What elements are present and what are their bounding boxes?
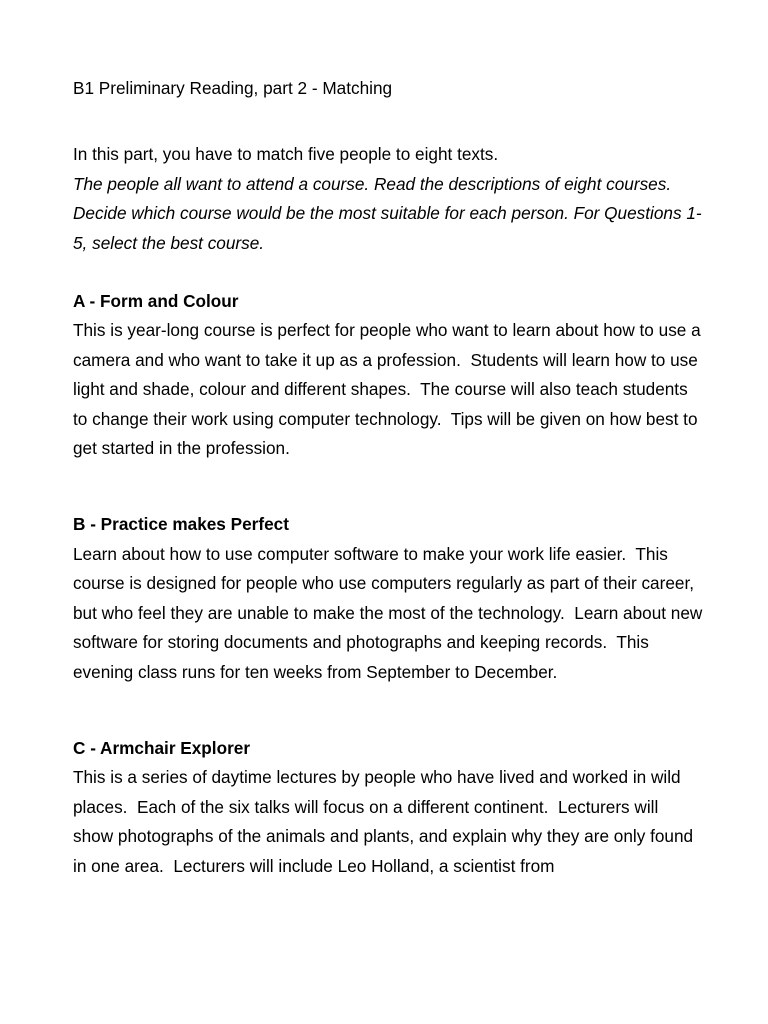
instructions-text: The people all want to attend a course. Read the descriptions of eight courses. Decide which course would be the most suitable for each person. For Questions 1-5, select the best course. — [73, 173, 702, 253]
course-heading-c: C - Armchair Explorer — [73, 737, 251, 758]
course-body-b: Learn about how to use computer software to make your work life easier. This course is designed for people who use computers regularly as part of their career, but who feel they are unable to make the most of the technology. Learn about new software for storing documents and photographs and keeping records. This evening class runs for ten weeks from September to December. — [73, 543, 708, 682]
course-body-c: This is a series of daytime lectures by people who have lived and worked in wild places. Each of the six talks will focus on a different continent. Lecturers will show photographs of the animals and plants, and explain why they are only found in one area. Lecturers will include Leo Holland, a scientist from — [73, 767, 698, 876]
course-section-c — [73, 734, 703, 881]
course-heading-a: A - Form and Colour — [73, 291, 239, 312]
document-page — [73, 74, 708, 881]
course-section-b — [73, 510, 708, 686]
document-title: B1 Preliminary Reading, part 2 - Matching — [73, 78, 393, 98]
course-body-a: This is year-long course is perfect for people who want to learn about how to use a camera and who want to take it up as a profession. Students will learn how to use light and shade, colour and different shapes. The course will also teach students to change their work using computer technology. Tips will be given on how best to get started in the profession. — [73, 320, 706, 459]
intro-text: In this part, you have to match five people to eight texts. — [73, 144, 499, 165]
course-heading-b: B - Practice makes Perfect — [73, 514, 289, 535]
course-section-a — [73, 287, 706, 463]
